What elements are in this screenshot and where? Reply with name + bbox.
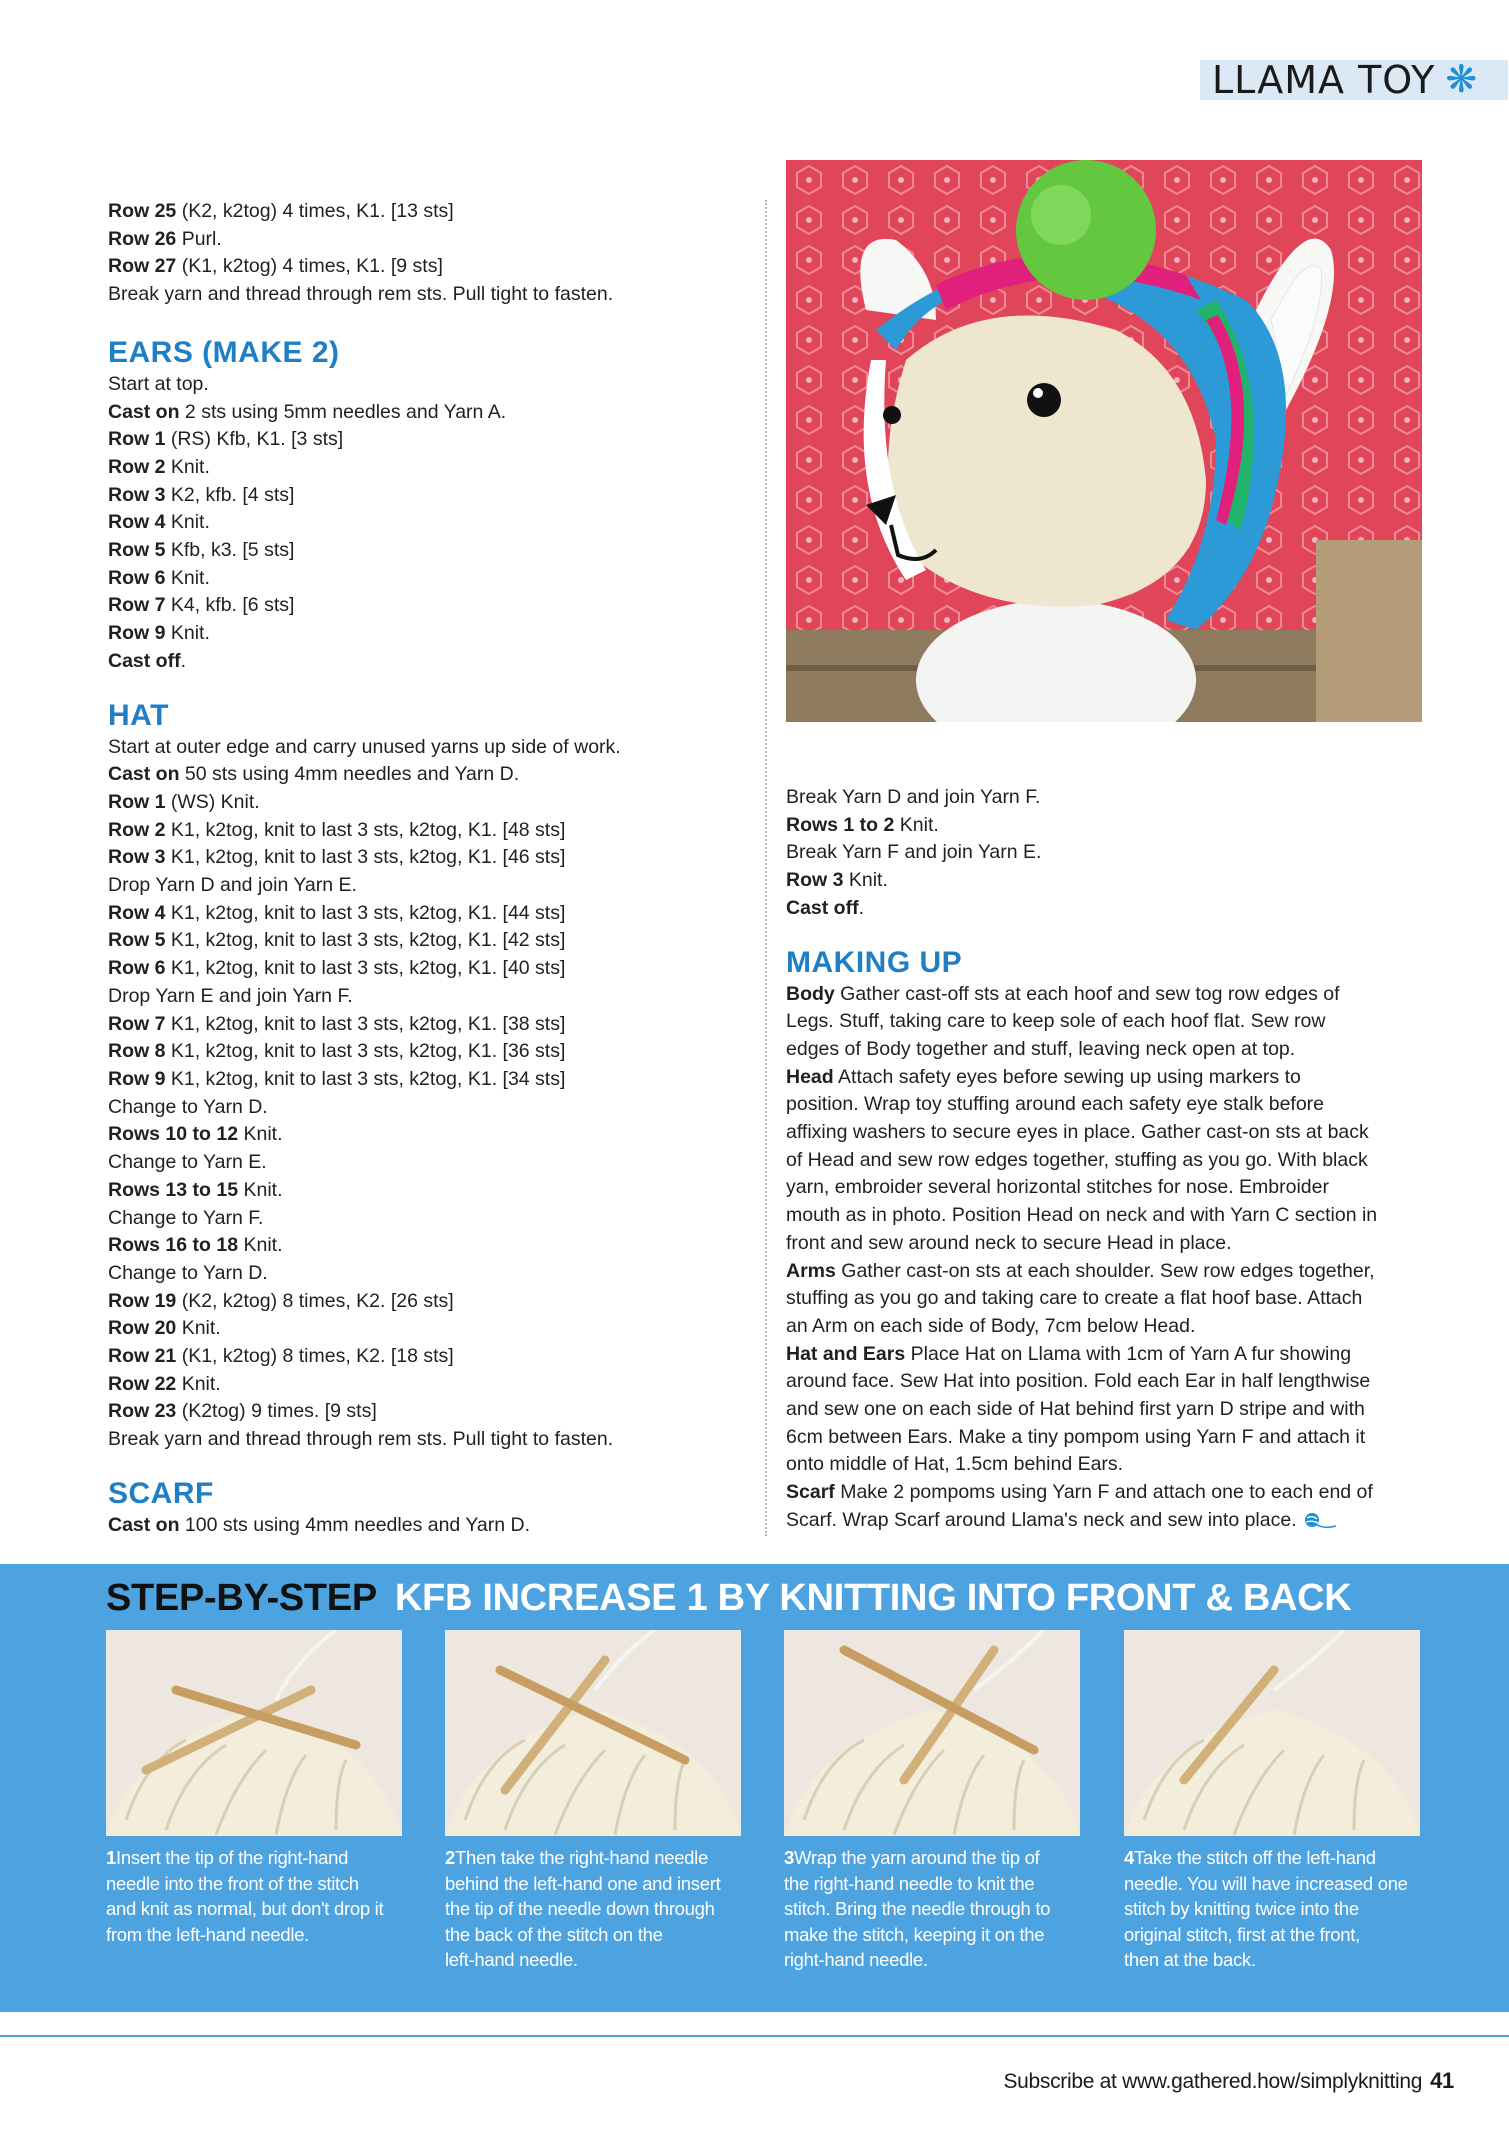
row-label: Row 9: [108, 1067, 166, 1090]
yarn-ball-icon: [1297, 1509, 1337, 1531]
subscribe-link[interactable]: Subscribe at www.gathered.how/simplyknitting: [1003, 2070, 1423, 2093]
row-text: of Head and sew row edges together, stuffing as you go. With black: [786, 1148, 1368, 1171]
hat-rows: [108, 734, 748, 1454]
row-label: Row 5: [108, 539, 166, 562]
row-label: Cast on: [108, 400, 180, 423]
ears-heading: EARS (MAKE 2): [108, 335, 340, 369]
row-text: Knit.: [165, 455, 210, 478]
pattern-row: [108, 955, 748, 983]
row-text: .: [180, 649, 187, 672]
row-text: Knit.: [176, 1372, 221, 1395]
pattern-row: [786, 895, 1426, 923]
row-text: Start at outer edge and carry unused yarns up side of work.: [108, 735, 621, 758]
row-label: Row 4: [108, 511, 166, 534]
row-text: Knit.: [238, 1178, 283, 1201]
row-text: onto middle of Hat, 1.5cm behind Ears.: [786, 1453, 1124, 1476]
pattern-row: [108, 226, 748, 254]
row-label: Row 6: [108, 957, 166, 980]
row-text: .: [858, 896, 865, 919]
row-label: Row 23: [108, 1400, 177, 1423]
row-text: Knit.: [238, 1234, 283, 1257]
step-text: behind the left-hand one and insert: [445, 1872, 721, 1894]
step-1-caption: [106, 1845, 406, 1947]
row-label: Row 20: [108, 1317, 177, 1340]
step-caption-line: [784, 1845, 1084, 1871]
section-title: LLAMA TOY: [1212, 58, 1436, 102]
step-text: the right-hand needle to knit the: [784, 1872, 1035, 1894]
row-label: Rows 13 to 15: [108, 1178, 239, 1201]
pattern-row: [108, 1343, 748, 1371]
row-text: K1, k2tog, knit to last 3 sts, k2tog, K1. [38 sts]: [165, 1012, 566, 1035]
step-4-photo: [1124, 1630, 1420, 1836]
row-text: Knit.: [843, 869, 888, 892]
step-caption-line: [1124, 1922, 1424, 1948]
row-text: K1, k2tog, knit to last 3 sts, k2tog, K1. [44 sts]: [165, 901, 566, 924]
pattern-row: [108, 734, 748, 762]
left-column: [108, 198, 748, 1540]
step-number: 4: [1124, 1847, 1134, 1868]
row-text: (K2tog) 9 times. [9 sts]: [176, 1400, 377, 1423]
step-text: and knit as normal, but don't drop it: [106, 1898, 384, 1919]
step-text: original stitch, first at the front,: [1124, 1923, 1360, 1945]
row-label: Row 6: [108, 566, 166, 589]
step-caption-line: [106, 1896, 406, 1922]
row-label: Cast on: [108, 763, 180, 786]
making-up-line: [786, 1479, 1426, 1507]
right-column: [786, 784, 1426, 1535]
row-text: Knit.: [894, 813, 939, 836]
row-text: Knit.: [165, 622, 210, 645]
row-label: Row 21: [108, 1345, 177, 1368]
step-caption-line: [1124, 1947, 1424, 1973]
row-text: Gather cast-on sts at each shoulder. Sew row edges together,: [835, 1259, 1375, 1282]
making-up-line: [786, 1396, 1426, 1424]
row-label: Row 2: [108, 455, 166, 478]
step-text: needle. You will have increased one: [1124, 1872, 1408, 1894]
step-title-rest: KFB INCREASE 1 BY KNITTING INTO FRONT & BACK: [394, 1577, 1352, 1619]
row-text: front and sew around neck to secure Head in place.: [786, 1231, 1232, 1254]
section-tag: [1200, 60, 1508, 100]
row-text: (K2, k2tog) 4 times, K1. [13 sts]: [176, 200, 454, 222]
row-label: Rows 10 to 12: [108, 1123, 239, 1146]
row-text: Break Yarn F and join Yarn E.: [786, 841, 1042, 864]
row-label: Row 3: [108, 846, 166, 869]
pattern-row: [108, 198, 748, 226]
row-text: Drop Yarn E and join Yarn F.: [108, 984, 353, 1007]
making-up-line: [786, 1451, 1426, 1479]
pattern-row: [786, 784, 1426, 812]
pattern-row: [108, 454, 748, 482]
row-text: mouth as in photo. Position Head on neck and with Yarn C section in: [786, 1204, 1378, 1227]
row-label: Head: [786, 1065, 834, 1088]
row-text: 100 sts using 4mm needles and Yarn D.: [179, 1513, 530, 1536]
row-text: Break Yarn D and join Yarn F.: [786, 786, 1041, 808]
pattern-row: [108, 983, 748, 1011]
pattern-row: [108, 1371, 748, 1399]
step-2-photo: [445, 1630, 741, 1836]
row-label: Arms: [786, 1259, 836, 1282]
row-text: Change to Yarn E.: [108, 1151, 267, 1174]
row-label: Row 8: [108, 1040, 166, 1063]
row-text: Scarf. Wrap Scarf around Llama's neck and sew into place.: [786, 1508, 1297, 1531]
row-text: stuffing as you go and taking care to create a flat hoof base. Attach: [786, 1287, 1363, 1310]
page-number: 41: [1430, 2068, 1454, 2093]
step-4-caption: [1124, 1845, 1424, 1973]
pattern-row: [108, 1512, 748, 1540]
step-caption-line: [445, 1922, 745, 1948]
footer-rule: [0, 2035, 1509, 2037]
row-text: Change to Yarn F.: [108, 1206, 264, 1229]
pattern-row: [108, 1066, 748, 1094]
pattern-row: [108, 1011, 748, 1039]
row-label: Row 7: [108, 594, 166, 617]
making-up-line: [786, 1341, 1426, 1369]
row-text: Knit.: [165, 566, 210, 589]
pattern-row: [108, 927, 748, 955]
step-number: 1: [106, 1847, 116, 1868]
making-up-line: [786, 1230, 1426, 1258]
row-text: (K1, k2tog) 4 times, K1. [9 sts]: [176, 255, 443, 278]
snowflake-icon: ❋: [1445, 59, 1478, 101]
pattern-row: [786, 839, 1426, 867]
column-divider: [765, 200, 767, 1536]
step-caption-line: [784, 1922, 1084, 1948]
step-caption-line: [1124, 1896, 1424, 1922]
step-caption-line: [106, 1845, 406, 1871]
step-caption-line: [784, 1896, 1084, 1922]
pattern-row: [108, 281, 748, 309]
step-text: then at the back.: [1124, 1949, 1256, 1970]
step-number: 3: [784, 1847, 794, 1868]
row-label: Row 1: [108, 428, 166, 451]
pattern-row: [108, 844, 748, 872]
row-text: 2 sts using 5mm needles and Yarn A.: [179, 400, 507, 423]
making-up-line: [786, 1064, 1426, 1092]
row-label: Body: [786, 982, 835, 1005]
row-text: (RS) Kfb, K1. [3 sts]: [165, 428, 344, 451]
row-text: Change to Yarn D.: [108, 1095, 268, 1118]
row-label: Row 2: [108, 818, 166, 841]
row-text: (WS) Knit.: [165, 790, 260, 813]
making-up-line: [786, 1313, 1426, 1341]
row-text: edges of Body together and stuff, leaving neck open at top.: [786, 1037, 1296, 1060]
pattern-row: [108, 817, 748, 845]
making-up-line: [786, 1147, 1426, 1175]
row-label: Row 5: [108, 929, 166, 952]
pattern-row: [108, 1177, 748, 1205]
step-caption-line: [445, 1845, 745, 1871]
row-text: Start at top.: [108, 372, 209, 395]
step-number: 2: [445, 1847, 455, 1868]
scarf-continued-rows: [786, 784, 1426, 923]
pattern-row: [786, 812, 1426, 840]
step-text: Insert the tip of the right-hand: [116, 1847, 349, 1868]
making-up-line: [786, 1091, 1426, 1119]
llama-toy-photo: [786, 160, 1422, 722]
row-text: Break yarn and thread through rem sts. Pull tight to fasten.: [108, 283, 614, 306]
row-label: Row 26: [108, 227, 177, 250]
row-label: Row 22: [108, 1372, 177, 1395]
pattern-row: [108, 900, 748, 928]
scarf-heading: SCARF: [108, 1476, 214, 1510]
step-text: Wrap the yarn around the tip of: [794, 1847, 1040, 1868]
step-1-photo: [106, 1630, 402, 1836]
row-text: K1, k2tog, knit to last 3 sts, k2tog, K1. [48 sts]: [165, 818, 566, 841]
row-text: K1, k2tog, knit to last 3 sts, k2tog, K1. [40 sts]: [165, 957, 566, 980]
row-label: Row 25: [108, 200, 177, 222]
row-label: Rows 1 to 2: [786, 813, 895, 836]
step-text: stitch by knitting twice into the: [1124, 1898, 1359, 1919]
pattern-row: [108, 371, 748, 399]
making-up-line: [786, 1424, 1426, 1452]
pattern-row: [108, 1398, 748, 1426]
step-caption-line: [1124, 1871, 1424, 1897]
pattern-row: [108, 620, 748, 648]
pattern-row: [108, 509, 748, 537]
row-label: Rows 16 to 18: [108, 1234, 239, 1257]
step-title-lead: STEP-BY-STEP: [106, 1577, 377, 1619]
pattern-row: [108, 1094, 748, 1122]
step-text: from the left-hand needle.: [106, 1923, 310, 1945]
pattern-row: [108, 1315, 748, 1343]
pattern-row: [108, 872, 748, 900]
row-label: Row 27: [108, 255, 177, 278]
making-up-line: [786, 1202, 1426, 1230]
row-text: affixing washers to secure eyes in place. Gather cast-on sts at back: [786, 1121, 1369, 1144]
step-by-step-title: [106, 1577, 1351, 1625]
pattern-row: [108, 1288, 748, 1316]
row-label: Row 3: [108, 483, 166, 506]
step-text: Take the stitch off the left-hand: [1134, 1847, 1376, 1868]
row-text: (K1, k2tog) 8 times, K2. [18 sts]: [176, 1345, 454, 1368]
step-text: make the stitch, keeping it on the: [784, 1923, 1045, 1945]
footer: [1003, 2068, 1454, 2094]
row-text: K1, k2tog, knit to last 3 sts, k2tog, K1. [46 sts]: [165, 846, 566, 869]
scarf-rows: [108, 1512, 748, 1540]
row-text: Break yarn and thread through rem sts. Pull tight to fasten.: [108, 1428, 614, 1451]
row-text: and sew one on each side of Hat behind first yarn D stripe and with: [786, 1398, 1365, 1421]
pattern-row: [108, 253, 748, 281]
row-text: (K2, k2tog) 8 times, K2. [26 sts]: [176, 1289, 454, 1312]
making-up-line: [786, 1285, 1426, 1313]
row-text: around face. Sew Hat into position. Fold each Ear in half lengthwise: [786, 1370, 1371, 1393]
step-text: right-hand needle.: [784, 1949, 928, 1970]
pattern-row: [108, 761, 748, 789]
row-text: 50 sts using 4mm needles and Yarn D.: [179, 763, 520, 786]
row-text: Drop Yarn D and join Yarn E.: [108, 874, 357, 897]
pattern-row: [108, 426, 748, 454]
row-text: yarn, embroider several horizontal stitches for nose. Embroider: [786, 1176, 1329, 1199]
pattern-row: [108, 537, 748, 565]
pattern-row: [108, 789, 748, 817]
row-label: Cast off: [108, 649, 181, 672]
row-label: Hat and Ears: [786, 1342, 906, 1365]
row-text: Place Hat on Llama with 1cm of Yarn A fur showing: [905, 1342, 1352, 1365]
step-2-caption: [445, 1845, 745, 1973]
pattern-row: [108, 648, 748, 676]
pattern-row: [108, 592, 748, 620]
step-caption-line: [106, 1922, 406, 1948]
pattern-row: [108, 1260, 748, 1288]
making-up-line: [786, 981, 1426, 1009]
row-label: Row 7: [108, 1012, 166, 1035]
making-up-line: [786, 1258, 1426, 1286]
row-text: K2, kfb. [4 sts]: [165, 483, 295, 506]
row-text: Attach safety eyes before sewing up using markers to: [833, 1065, 1301, 1088]
row-label: Row 3: [786, 869, 844, 892]
step-caption-line: [445, 1947, 745, 1973]
row-label: Row 19: [108, 1289, 177, 1312]
pattern-row: [108, 565, 748, 593]
pattern-row: [108, 1232, 748, 1260]
step-3-caption: [784, 1845, 1084, 1973]
hat-heading: HAT: [108, 698, 169, 732]
making-up-line: [786, 1008, 1426, 1036]
row-label: Cast on: [108, 1513, 180, 1536]
row-text: Make 2 pompoms using Yarn F and attach one to each end of: [834, 1481, 1373, 1504]
row-text: 6cm between Ears. Make a tiny pompom using Yarn F and attach it: [786, 1425, 1366, 1448]
row-text: Knit.: [238, 1123, 283, 1146]
row-label: Row 4: [108, 901, 166, 924]
making-up-text: [786, 981, 1426, 1535]
making-up-heading: MAKING UP: [786, 945, 963, 979]
row-text: Gather cast-off sts at each hoof and sew tog row edges of: [834, 982, 1340, 1005]
step-text: Then take the right-hand needle: [455, 1847, 708, 1868]
step-caption-line: [1124, 1845, 1424, 1871]
making-up-line: [786, 1036, 1426, 1064]
making-up-line: [786, 1119, 1426, 1147]
making-up-line: [786, 1507, 1426, 1535]
row-text: K1, k2tog, knit to last 3 sts, k2tog, K1. [42 sts]: [165, 929, 566, 952]
step-caption-line: [784, 1871, 1084, 1897]
making-up-line: [786, 1174, 1426, 1202]
step-caption-line: [445, 1896, 745, 1922]
row-text: an Arm on each side of Body, 7cm below Head.: [786, 1314, 1196, 1337]
step-3-photo: [784, 1630, 1080, 1836]
step-text: needle into the front of the stitch: [106, 1872, 359, 1894]
pattern-row: [108, 1205, 748, 1233]
pattern-row: [108, 399, 748, 427]
row-label: Row 1: [108, 790, 166, 813]
row-text: K1, k2tog, knit to last 3 sts, k2tog, K1. [34 sts]: [165, 1067, 566, 1090]
row-text: Knit.: [165, 511, 210, 534]
row-text: K4, kfb. [6 sts]: [165, 594, 295, 617]
pattern-row: [786, 867, 1426, 895]
row-text: Knit.: [176, 1317, 221, 1340]
making-up-line: [786, 1368, 1426, 1396]
pattern-row: [108, 1426, 748, 1454]
pattern-row: [108, 1149, 748, 1177]
step-text: the back of the stitch on the: [445, 1923, 663, 1945]
ears-rows: [108, 371, 748, 676]
row-text: Change to Yarn D.: [108, 1261, 268, 1284]
step-text: left-hand needle.: [445, 1949, 578, 1970]
pattern-row: [108, 1038, 748, 1066]
step-caption-line: [106, 1871, 406, 1897]
row-text: Legs. Stuff, taking care to keep sole of each hoof flat. Sew row: [786, 1010, 1326, 1033]
step-text: stitch. Bring the needle through to: [784, 1898, 1051, 1919]
row-text: Kfb, k3. [5 sts]: [165, 539, 295, 562]
top-rows: [108, 198, 748, 309]
pattern-row: [108, 1121, 748, 1149]
step-text: the tip of the needle down through: [445, 1898, 715, 1919]
row-text: Purl.: [176, 227, 222, 250]
step-caption-line: [445, 1871, 745, 1897]
row-label: Row 9: [108, 622, 166, 645]
row-label: Scarf: [786, 1481, 835, 1504]
row-text: position. Wrap toy stuffing around each safety eye stalk before: [786, 1093, 1325, 1116]
row-label: Cast off: [786, 896, 859, 919]
row-text: K1, k2tog, knit to last 3 sts, k2tog, K1. [36 sts]: [165, 1040, 566, 1063]
pattern-row: [108, 482, 748, 510]
step-caption-line: [784, 1947, 1084, 1973]
